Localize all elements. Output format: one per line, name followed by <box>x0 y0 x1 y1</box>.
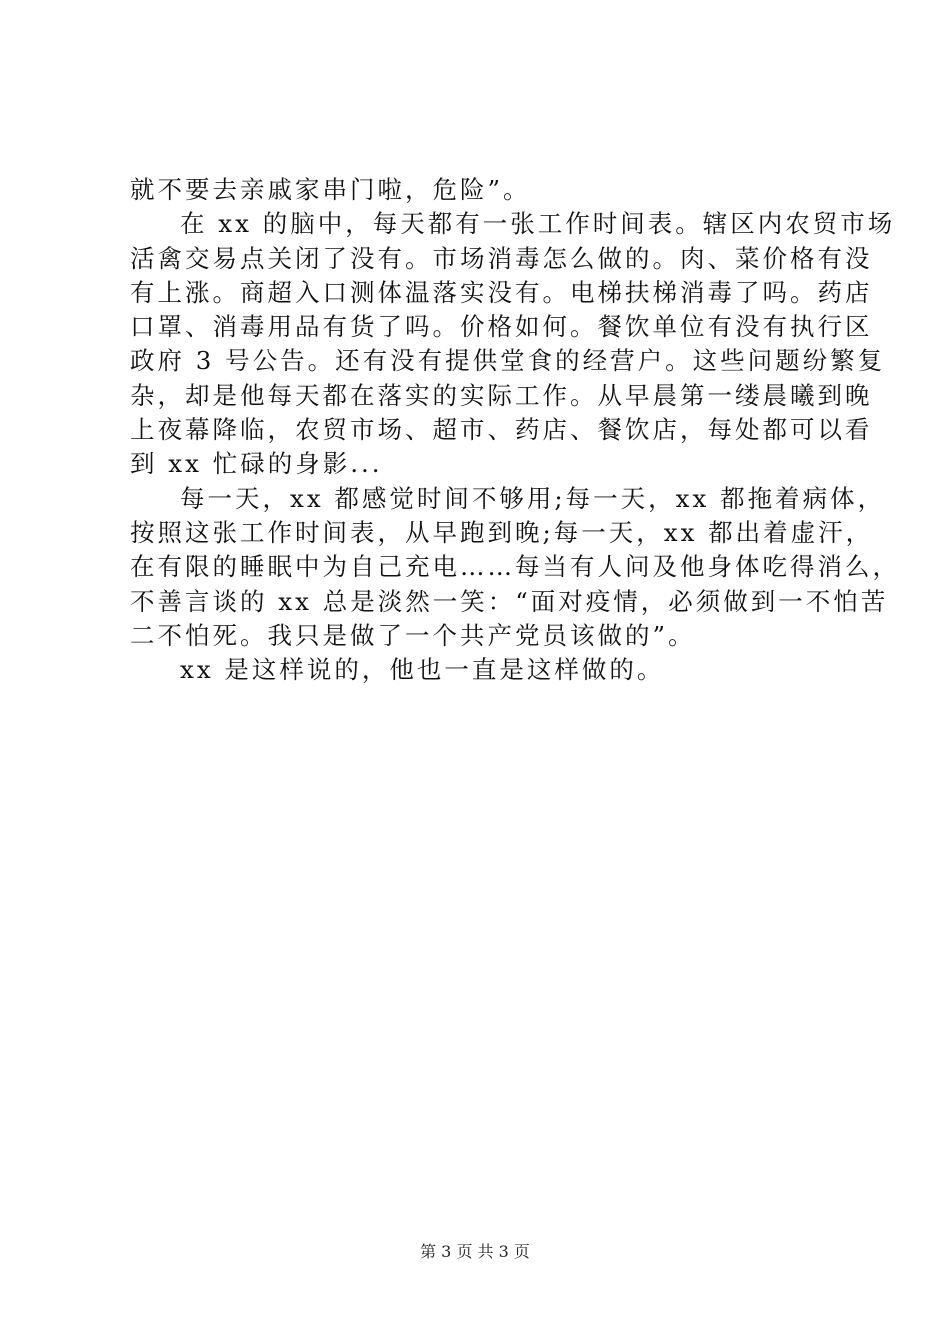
text-line: 上夜幕降临，农贸市场、超市、药店、餐饮店，每处都可以看 <box>130 415 873 445</box>
text-line: 有上涨。商超入口测体温落实没有。电梯扶梯消毒了吗。药店 <box>130 277 873 307</box>
paragraph-closing <box>130 653 830 687</box>
document-body <box>130 173 900 687</box>
text-line: 二不怕死。我只是做了一个共产党员该做的”。 <box>130 620 696 650</box>
text-line: 到 xx 忙碌的身影... <box>130 449 383 479</box>
text-line: 在有限的睡眠中为自己充电……每当有人问及他身体吃得消么， <box>130 552 900 582</box>
paragraph-every-day <box>130 482 900 653</box>
paragraph-work-schedule <box>130 207 896 481</box>
text-line: xx 是这样说的，他也一直是这样做的。 <box>180 655 665 685</box>
text-line: 杂，却是他每天都在落实的实际工作。从早晨第一缕晨曦到晚 <box>130 380 873 410</box>
paragraph-continuation <box>130 173 830 207</box>
text-line: 每一天，xx 都感觉时间不够用;每一天，xx 都拖着病体， <box>180 483 886 513</box>
text-line: 按照这张工作时间表，从早跑到晚;每一天，xx 都出着虚汗， <box>130 517 874 547</box>
text-line: 政府 3 号公告。还有没有提供堂食的经营户。这些问题纷繁复 <box>130 346 886 376</box>
text-line: 在 xx 的脑中，每天都有一张工作时间表。辖区内农贸市场 <box>180 209 896 239</box>
text-line: 就不要去亲戚家串门啦，危险”。 <box>130 175 531 204</box>
text-line: 活禽交易点关闭了没有。市场消毒怎么做的。肉、菜价格有没 <box>130 243 873 273</box>
page-number-footer: 第 3 页 共 3 页 <box>420 1242 530 1261</box>
text-line: 不善言谈的 xx 总是淡然一笑：“面对疫情，必须做到一不怕苦 <box>130 586 889 616</box>
text-line: 口罩、消毒用品有货了吗。价格如何。餐饮单位有没有执行区 <box>130 312 873 342</box>
